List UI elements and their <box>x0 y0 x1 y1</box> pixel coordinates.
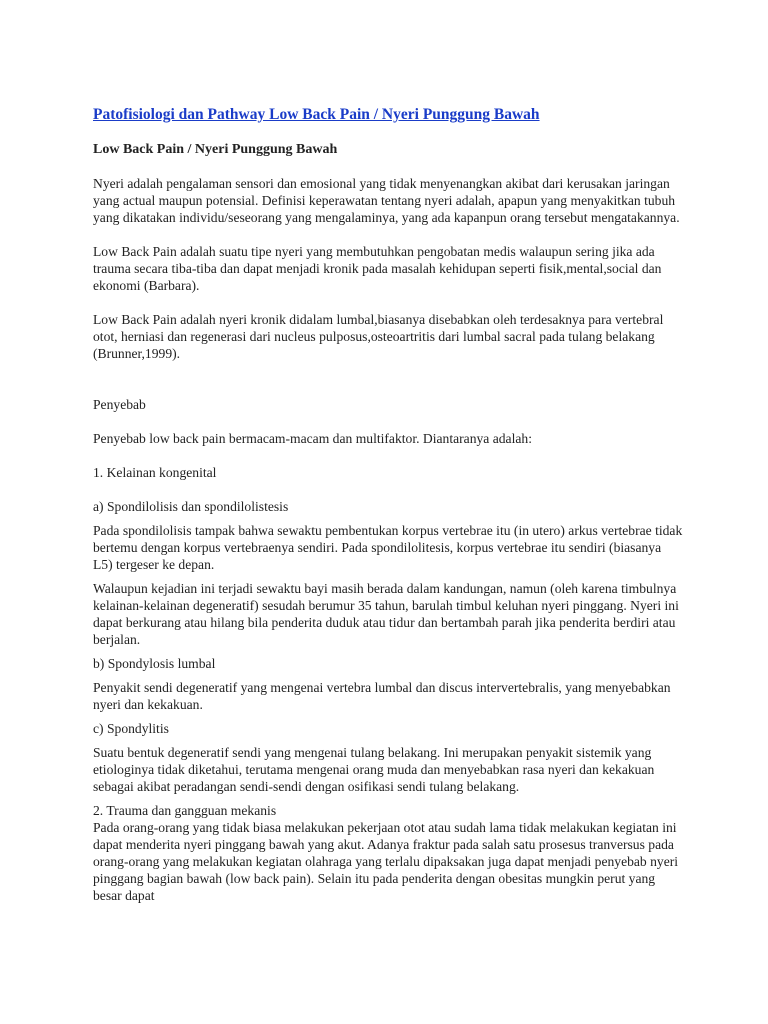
intro-paragraph-1: Nyeri adalah pengalaman sensori dan emosional yang tidak menyenangkan akibat dari kerusakan jaringan yang actual maupun potensial. Definisi keperawatan tentang nyeri adalah, apapun yang menyakitkan tubuh yang dikatakan individu/seseorang yang mengalaminya, yang ada kapanpun orang tersebut mengatakannya. <box>93 176 680 225</box>
section-intro: Penyebab low back pain bermacam-macam dan multifaktor. Diantaranya adalah: <box>93 431 532 446</box>
intro-paragraph-3: Low Back Pain adalah nyeri kronik didalam lumbal,biasanya disebabkan oleh terdesaknya para vertebral otot, herniasi dan regenerasi dari nucleus pulposus,osteoartritis dari lumbal sacral pada tulang belakang (Brunner,1999). <box>93 312 664 361</box>
item1a-paragraph-2: Walaupun kejadian ini terjadi sewaktu bayi masih berada dalam kandungan, namun (oleh karena timbulnya kelainan-kelainan degeneratif) sesudah berumur 35 tahun, barulah timbul keluhan nyeri pinggang. Nyeri ini dapat berkurang atau hilang bila penderita duduk atau tidur dan bertambah parah jika penderita berdiri atau berjalan. <box>93 581 679 647</box>
item2-heading: 2. Trauma dan gangguan mekanis <box>93 803 277 818</box>
item1b-paragraph: Penyakit sendi degeneratif yang mengenai vertebra lumbal dan discus intervertebralis, yang menyebabkan nyeri dan kekakuan. <box>93 680 671 712</box>
section-heading-penyebab: Penyebab <box>93 397 146 412</box>
item2-paragraph: Pada orang-orang yang tidak biasa melakukan pekerjaan otot atau sudah lama tidak melakukan kegiatan ini dapat menderita nyeri pinggang bawah yang akut. Adanya fraktur pada salah satu prosesus tranversus pada orang-orang yang melakukan kegiatan olahraga yang terlalu dipaksakan juga dapat menjadi penyebab nyeri pinggang bagian bawah (low back pain). Selain itu pada penderita dengan obesitas mungkin perut yang besar dapat <box>93 820 679 903</box>
item1b-heading: b) Spondylosis lumbal <box>93 656 216 671</box>
document-page <box>93 105 683 904</box>
item1a-heading: a) Spondilolisis dan spondilolistesis <box>93 499 289 514</box>
item1a-paragraph-1: Pada spondilolisis tampak bahwa sewaktu pembentukan korpus vertebrae itu (in utero) arkus vertebrae tidak bertemu dengan korpus vertebraenya sendiri. Pada spondilolitesis, korpus vertebrae itu sendiri (biasanya L5) tergeser ke depan. <box>93 523 683 572</box>
item1c-heading: c) Spondylitis <box>93 721 169 736</box>
intro-paragraph-2: Low Back Pain adalah suatu tipe nyeri yang membutuhkan pengobatan medis walaupun sering jika ada trauma secara tiba-tiba dan dapat menjadi kronik pada masalah kehidupan seperti fisik,mental,social dan ekonomi (Barbara). <box>93 244 662 293</box>
subtitle: Low Back Pain / Nyeri Punggung Bawah <box>93 142 338 157</box>
item1c-paragraph: Suatu bentuk degeneratif sendi yang mengenai tulang belakang. Ini merupakan penyakit sistemik yang etiologinya tidak diketahui, terutama mengenai orang muda dan menyebabkan rasa nyeri dan kekakuan sebagai akibat peradangan sendi-sendi dengan osifikasi sendi tulang belakang. <box>93 745 655 794</box>
title-link[interactable]: Patofisiologi dan Pathway Low Back Pain / Nyeri Punggung Bawah <box>93 106 540 123</box>
item1-heading: 1. Kelainan kongenital <box>93 465 217 480</box>
